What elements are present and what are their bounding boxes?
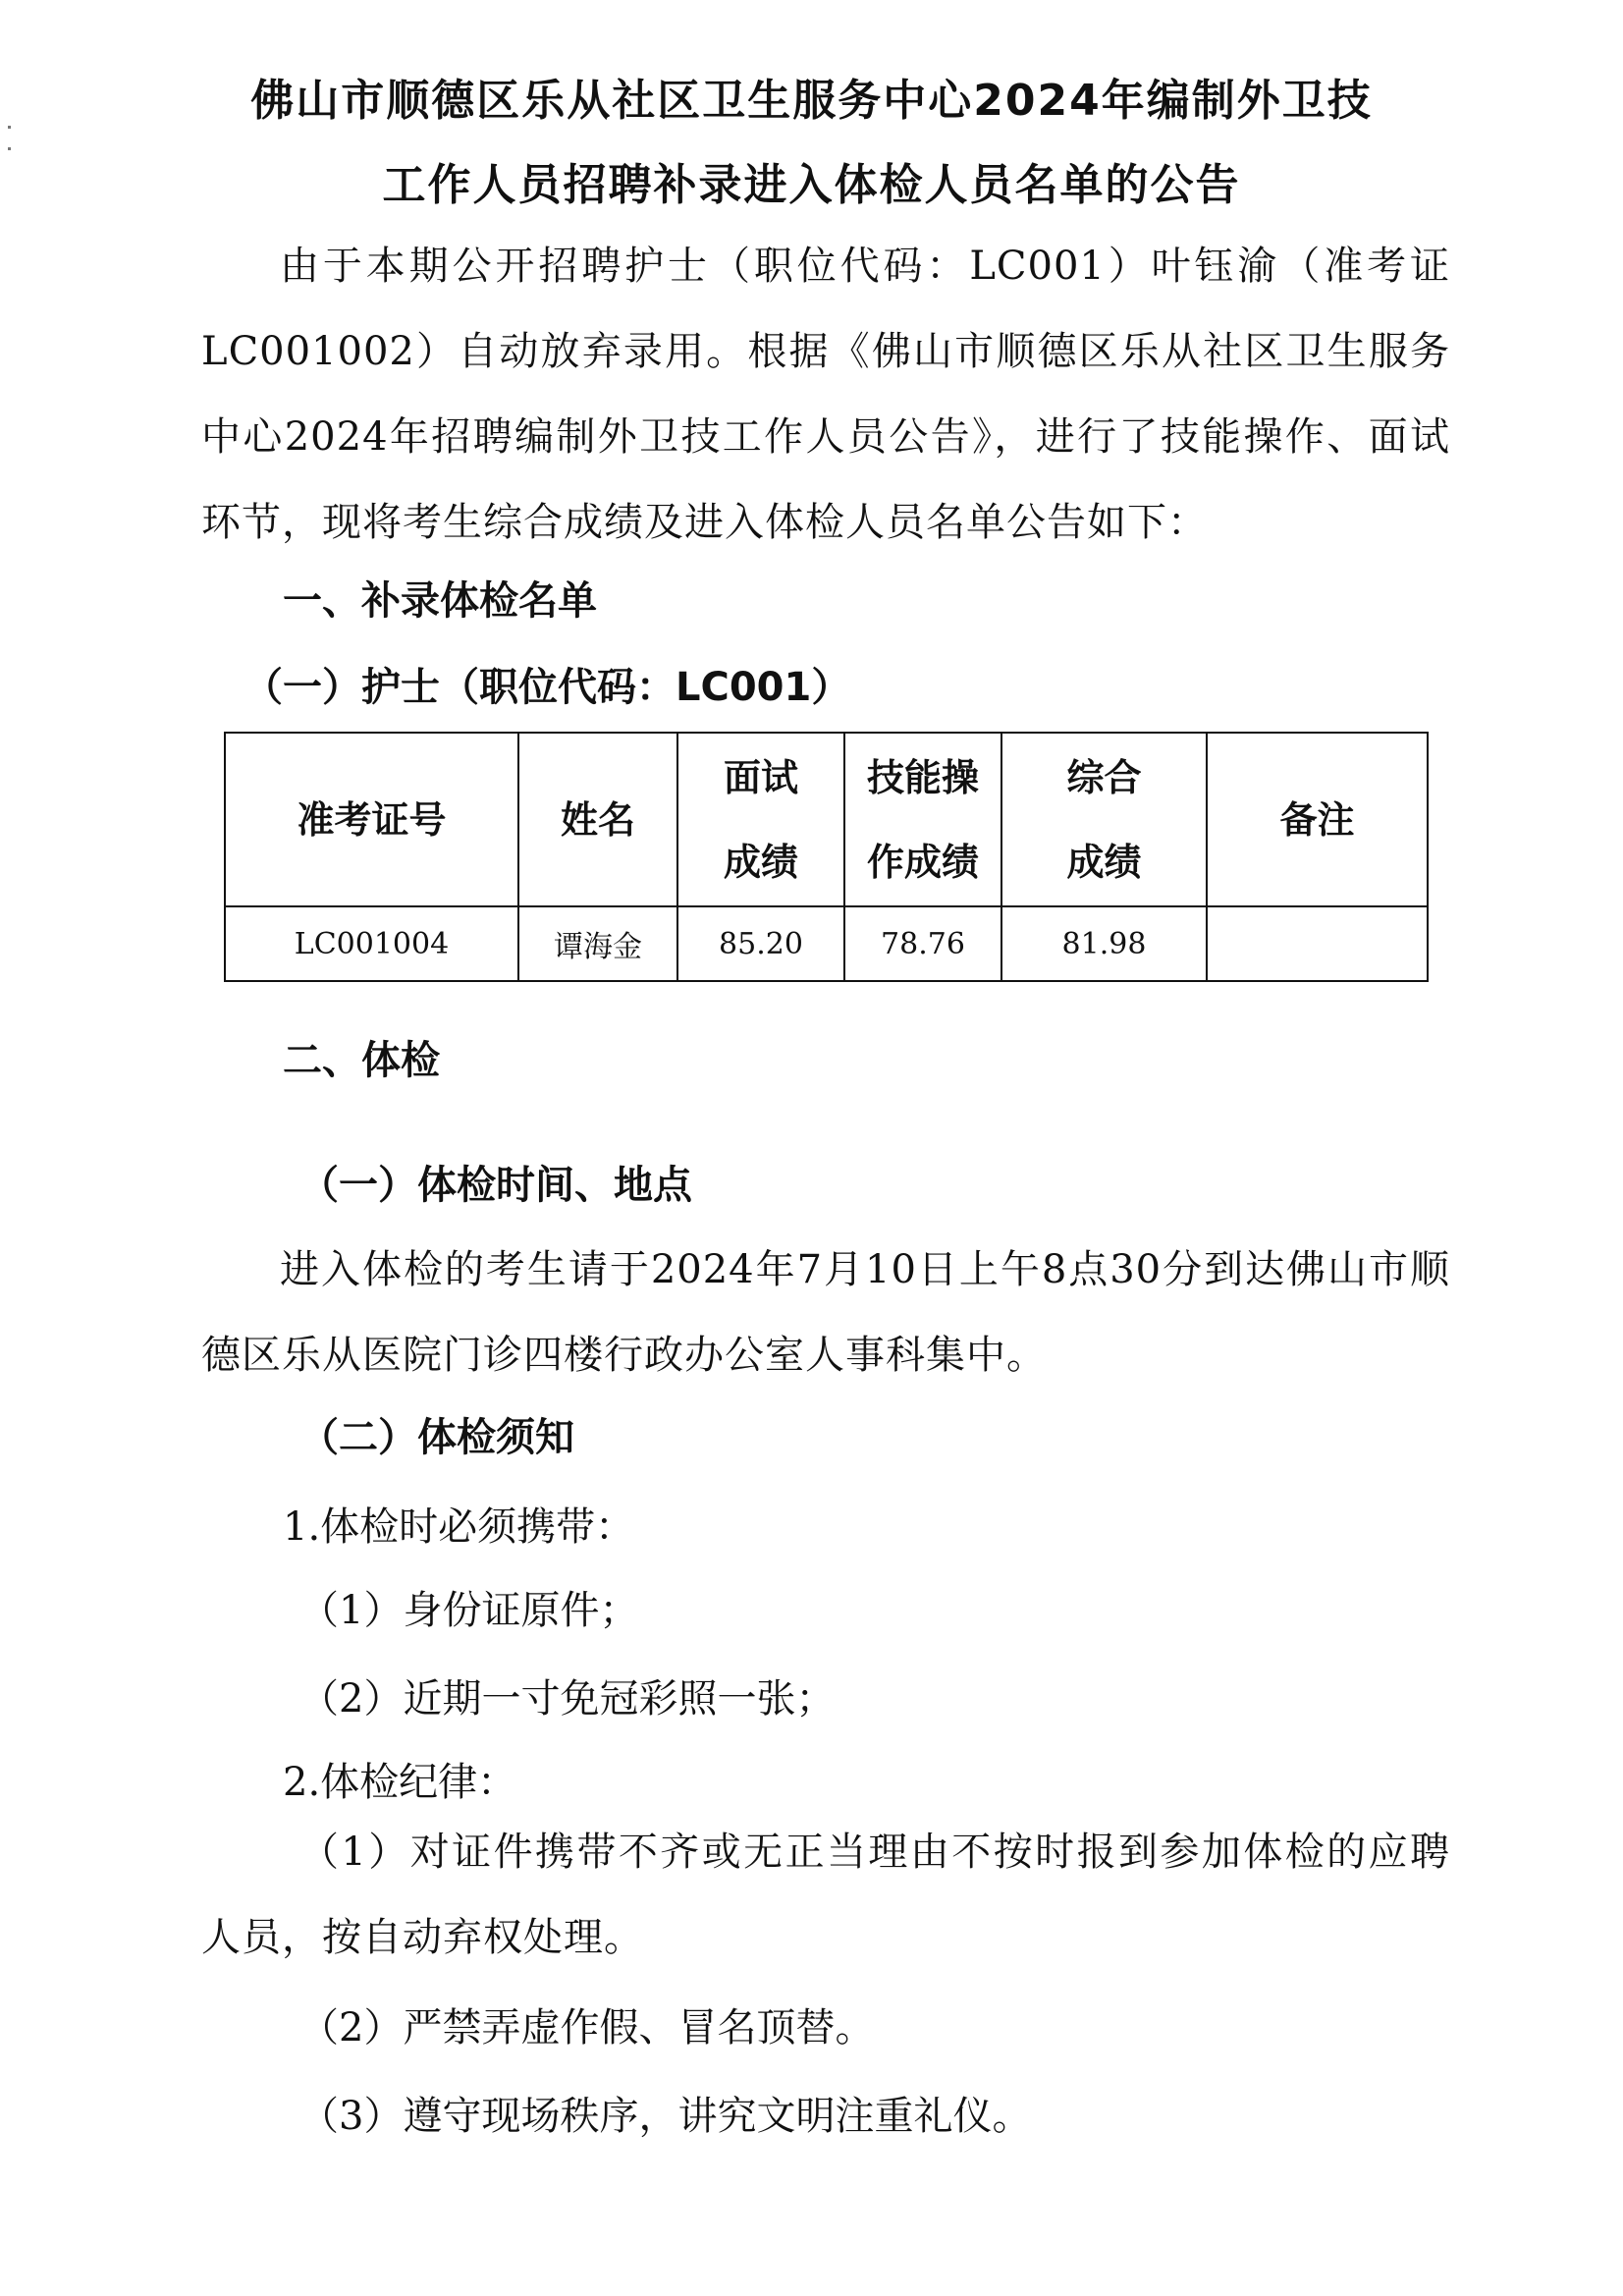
notice-item-2-2: （2）严禁弄虚作假、冒名顶替。 <box>299 2005 875 2050</box>
section-2-sub-2-heading: （二）体检须知 <box>299 1415 574 1460</box>
cell-name: 谭海金 <box>518 906 677 981</box>
cell-remarks <box>1207 906 1428 981</box>
column-header-total-score: 综合 成绩 <box>1001 733 1207 906</box>
section-1-heading: 一、补录体检名单 <box>283 578 597 624</box>
table-header-row <box>225 733 1428 906</box>
notice-item-1-2: （2）近期一寸免冠彩照一张； <box>299 1676 836 1722</box>
cell-exam-number: LC001004 <box>225 906 518 981</box>
notice-item-1: 1.体检时必须携带： <box>283 1504 635 1550</box>
column-header-remarks: 备注 <box>1207 733 1428 906</box>
section-2-sub-1-heading: （一）体检时间、地点 <box>299 1163 692 1208</box>
section-1-subheading: （一）护士（职位代码：LC001） <box>243 665 851 710</box>
cell-interview-score: 85.20 <box>677 906 844 981</box>
cell-total-score: 81.98 <box>1001 906 1207 981</box>
column-header-interview-score: 面试 成绩 <box>677 733 844 906</box>
score-table <box>224 732 1429 982</box>
column-header-name: 姓名 <box>518 733 677 906</box>
table-row <box>225 906 1428 981</box>
document-title-line-1: 佛山市顺德区乐从社区卫生服务中心2024年编制外卫技 <box>250 76 1373 126</box>
cell-skill-score: 78.76 <box>844 906 1001 981</box>
exam-time-place-paragraph: 进入体检的考生请于2024年7月10日上午8点30分到达佛山市顺德区乐从医院门诊四楼行政办公室人事科集中。 <box>201 1247 1450 1378</box>
intro-paragraph: 由于本期公开招聘护士（职位代码：LC001）叶钰渝（准考证LC001002）自动放弃录用。根据《佛山市顺德区乐从社区卫生服务中心2024年招聘编制外卫技工作人员公告》，进行了技能操作、面试环节，现将考生综合成绩及进入体检人员名单公告如下： <box>201 244 1450 545</box>
notice-item-2-3: （3）遵守现场秩序，讲究文明注重礼仪。 <box>299 2094 1032 2139</box>
notice-item-2: 2.体检纪律： <box>283 1760 517 1805</box>
notice-item-1-1: （1）身份证原件； <box>299 1588 639 1633</box>
column-header-exam-number: 准考证号 <box>225 733 518 906</box>
notice-item-2-1: （1）对证件携带不齐或无正当理由不按时报到参加体检的应聘人员，按自动弃权处理。 <box>201 1830 1450 1960</box>
column-header-skill-score: 技能操 作成绩 <box>844 733 1001 906</box>
document-title-line-2: 工作人员招聘补录进入体检人员名单的公告 <box>382 160 1241 210</box>
section-2-heading: 二、体检 <box>283 1038 440 1083</box>
